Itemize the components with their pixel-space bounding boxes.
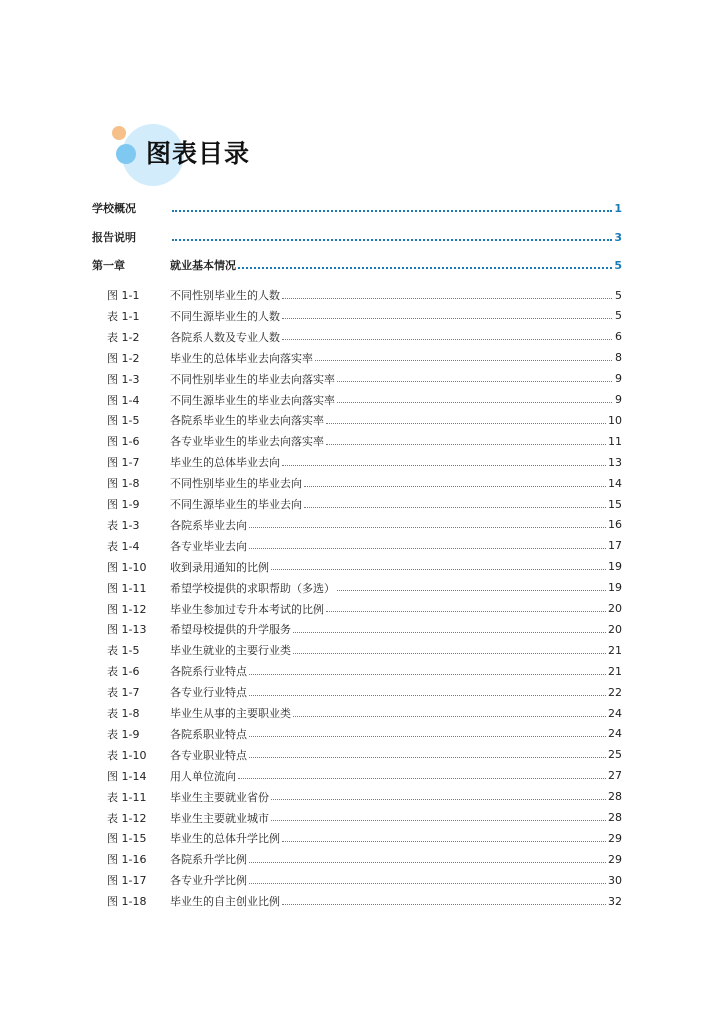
toc-page-number: 20	[608, 602, 622, 615]
toc-section-row[interactable]	[92, 255, 622, 275]
toc-page-number: 5	[614, 258, 622, 272]
toc-item-title: 不同性别毕业生的毕业去向	[170, 477, 302, 491]
toc-item-label: 图 1-12	[107, 602, 147, 616]
toc-leader-dots	[249, 674, 606, 675]
toc-page-number: 24	[608, 727, 622, 741]
toc-page-number: 6	[615, 330, 622, 344]
toc-item-title: 各专业毕业去向	[170, 539, 247, 553]
toc-leader-dots	[282, 841, 606, 842]
toc-item-row[interactable]	[92, 640, 622, 660]
toc-item-title: 毕业生的总体毕业去向	[170, 456, 280, 470]
toc-item-title: 各院系升学比例	[170, 853, 247, 867]
toc-item-row[interactable]	[92, 306, 622, 326]
toc-page-number: 22	[608, 685, 622, 699]
toc-page-number: 21	[608, 643, 622, 657]
toc-leader-dots	[293, 716, 606, 717]
toc-item-label: 图 1-5	[107, 414, 140, 428]
toc-page-number: 11	[608, 434, 622, 448]
toc-item-label: 表 1-8	[107, 707, 140, 720]
toc-item-row[interactable]	[92, 870, 622, 890]
toc-item-row[interactable]	[92, 808, 622, 828]
toc-page-number: 16	[608, 518, 622, 532]
toc-item-label: 表 1-5	[107, 644, 140, 658]
toc-leader-dots	[304, 486, 606, 487]
toc-item-title: 各院系毕业生的毕业去向落实率	[170, 414, 324, 428]
toc-item-title: 各院系职业特点	[170, 727, 247, 741]
toc-page-number: 19	[608, 560, 622, 574]
toc-item-title: 收到录用通知的比例	[170, 560, 269, 574]
toc-item-label: 表 1-3	[107, 518, 140, 532]
toc-leader-dots	[249, 757, 606, 758]
toc-section-label: 报告说明	[92, 231, 136, 244]
toc-item-label: 图 1-13	[107, 623, 147, 637]
toc-item-title: 各院系行业特点	[170, 665, 247, 679]
toc-item-label: 表 1-10	[107, 748, 147, 762]
toc-leader-dots	[282, 465, 606, 466]
toc-section-title: 就业基本情况	[170, 259, 236, 272]
toc-item-row[interactable]	[92, 452, 622, 472]
toc-item-row[interactable]	[92, 327, 622, 347]
toc-page-number: 9	[615, 393, 622, 406]
toc-leader-dots	[249, 695, 606, 696]
toc-leader-dots	[315, 360, 612, 361]
toc-leader-dots	[282, 339, 612, 340]
toc-page-number: 1	[614, 201, 622, 215]
toc-item-label: 图 1-3	[107, 372, 140, 386]
toc-page-number: 3	[614, 230, 622, 244]
toc-item-label: 图 1-17	[107, 874, 147, 888]
toc-page-number: 30	[608, 873, 622, 887]
toc-item-title: 不同生源毕业生的毕业去向	[170, 498, 302, 511]
toc-item-row[interactable]	[92, 369, 622, 389]
toc-item-title: 毕业生从事的主要职业类	[170, 707, 291, 720]
toc-item-row[interactable]	[92, 828, 622, 848]
toc-page-number: 28	[608, 790, 622, 804]
toc-page-number: 9	[615, 372, 622, 386]
toc-page-number: 27	[608, 769, 622, 783]
toc-item-row[interactable]	[92, 703, 622, 723]
toc-leader-dots	[172, 210, 612, 212]
toc-item-title: 毕业生的总体毕业去向落实率	[170, 351, 313, 365]
toc-item-label: 表 1-2	[107, 330, 140, 344]
toc-leader-dots	[326, 423, 606, 424]
toc-item-title: 不同生源毕业生的毕业去向落实率	[170, 393, 335, 407]
toc-page-number: 8	[615, 351, 622, 365]
decor-circle-small	[116, 144, 136, 164]
toc-item-title: 毕业生参加过专升本考试的比例	[170, 602, 324, 616]
toc-page-number: 10	[608, 413, 622, 427]
toc-item-title: 各专业毕业生的毕业去向落实率	[170, 435, 324, 449]
toc-page-number: 13	[608, 455, 622, 469]
toc-leader-dots	[249, 862, 606, 863]
toc-item-label: 图 1-10	[107, 560, 147, 574]
toc-leader-dots	[238, 778, 606, 779]
toc-item-label: 表 1-12	[107, 811, 147, 825]
toc-item-title: 毕业生的自主创业比例	[170, 895, 280, 909]
toc-item-label: 图 1-18	[107, 895, 147, 909]
toc-item-title: 各专业职业特点	[170, 748, 247, 762]
toc-item-label: 图 1-6	[107, 435, 140, 449]
toc-item-label: 表 1-6	[107, 665, 140, 679]
toc-page-number: 29	[608, 852, 622, 866]
toc-item-title: 毕业生主要就业省份	[170, 790, 269, 804]
toc-leader-dots	[282, 318, 612, 319]
toc-item-label: 图 1-7	[107, 456, 140, 470]
toc-page-number: 29	[608, 831, 622, 845]
toc-item-row[interactable]	[92, 578, 622, 598]
toc-section-label: 第一章	[92, 259, 125, 272]
toc-item-title: 毕业生的总体升学比例	[170, 832, 280, 846]
toc-item-title: 各专业行业特点	[170, 686, 247, 700]
decor-circle-orange	[112, 126, 126, 140]
toc-item-row[interactable]	[92, 410, 622, 430]
toc-item-title: 各院系人数及专业人数	[170, 330, 280, 344]
page-title: 图表目录	[146, 139, 251, 168]
toc-page-number: 19	[608, 581, 622, 595]
toc-page-number: 32	[608, 894, 622, 908]
toc-item-row[interactable]	[92, 891, 622, 911]
toc-page-number: 5	[615, 309, 622, 323]
toc-item-title: 毕业生主要就业城市	[170, 811, 269, 825]
toc-item-row[interactable]	[92, 431, 622, 451]
toc-item-label: 图 1-2	[107, 351, 140, 365]
toc-item-title: 各院系毕业去向	[170, 518, 247, 532]
toc-item-label: 图 1-14	[107, 769, 147, 783]
toc-leader-dots	[293, 653, 606, 654]
toc-item-row[interactable]	[92, 787, 622, 807]
toc-item-row[interactable]	[92, 285, 622, 305]
toc-item-row[interactable]	[92, 536, 622, 556]
toc-item-title: 毕业生就业的主要行业类	[170, 644, 291, 658]
toc-leader-dots	[172, 239, 612, 241]
toc-page-number: 28	[608, 811, 622, 824]
toc-leader-dots	[304, 507, 606, 508]
toc-section-row[interactable]	[92, 198, 622, 218]
toc-item-label: 表 1-4	[107, 539, 140, 553]
toc-item-row[interactable]	[92, 661, 622, 681]
toc-item-title: 各专业升学比例	[170, 874, 247, 888]
toc-page-number: 20	[608, 622, 622, 636]
toc-leader-dots	[249, 548, 606, 549]
toc-leader-dots	[337, 381, 612, 382]
toc-section-row[interactable]	[92, 227, 622, 247]
toc-leader-dots	[249, 736, 606, 737]
toc-item-label: 图 1-4	[107, 393, 140, 407]
toc-item-row[interactable]	[92, 494, 622, 514]
toc-page-number: 15	[608, 497, 622, 511]
toc-item-label: 表 1-9	[107, 727, 140, 741]
toc-item-label: 表 1-11	[107, 790, 147, 804]
toc-leader-dots	[282, 904, 606, 905]
toc-item-row[interactable]	[92, 619, 622, 639]
toc-item-label: 图 1-11	[107, 581, 147, 595]
toc-item-row[interactable]	[92, 515, 622, 535]
toc-leader-dots	[282, 298, 612, 299]
toc-section-label: 学校概况	[92, 202, 136, 215]
toc-page-number: 24	[608, 706, 622, 720]
toc-item-row[interactable]	[92, 473, 622, 493]
toc-item-label: 表 1-7	[107, 686, 140, 700]
toc-page-number: 17	[608, 539, 622, 553]
toc-item-title: 希望学校提供的求职帮助（多选）	[170, 581, 335, 595]
toc-item-label: 图 1-15	[107, 832, 147, 846]
toc-item-row[interactable]	[92, 849, 622, 869]
toc-item-row[interactable]	[92, 390, 622, 410]
toc-leader-dots	[249, 527, 606, 528]
toc-item-row[interactable]	[92, 724, 622, 744]
toc-leader-dots	[293, 632, 606, 633]
toc-leader-dots	[271, 820, 606, 821]
toc-item-row[interactable]	[92, 766, 622, 786]
toc-leader-dots	[326, 444, 606, 445]
toc-leader-dots	[271, 569, 606, 570]
toc-page-number: 25	[608, 748, 622, 762]
toc-item-label: 表 1-1	[107, 309, 140, 323]
toc-item-title: 不同性别毕业生的毕业去向落实率	[170, 372, 335, 386]
toc-item-title: 用人单位流向	[170, 769, 236, 783]
toc-item-row[interactable]	[92, 599, 622, 619]
toc-page-number: 14	[608, 476, 622, 490]
toc-leader-dots	[249, 883, 606, 884]
toc-item-label: 图 1-8	[107, 477, 140, 491]
toc-leader-dots	[337, 590, 606, 591]
toc-leader-dots	[337, 402, 612, 403]
toc-item-row[interactable]	[92, 682, 622, 702]
toc-item-row[interactable]	[92, 745, 622, 765]
toc-item-label: 图 1-16	[107, 853, 147, 867]
toc-page-number: 5	[615, 288, 622, 302]
toc-item-row[interactable]	[92, 348, 622, 368]
toc-page-number: 21	[608, 664, 622, 678]
toc-item-title: 希望母校提供的升学服务	[170, 623, 291, 637]
toc-item-title: 不同生源毕业生的人数	[170, 309, 280, 323]
toc-item-label: 图 1-1	[107, 289, 140, 302]
toc-item-label: 图 1-9	[107, 498, 140, 511]
toc-leader-dots	[238, 267, 612, 269]
toc-leader-dots	[326, 611, 606, 612]
toc-item-row[interactable]	[92, 557, 622, 577]
toc-item-title: 不同性别毕业生的人数	[170, 289, 280, 302]
toc-leader-dots	[271, 799, 606, 800]
